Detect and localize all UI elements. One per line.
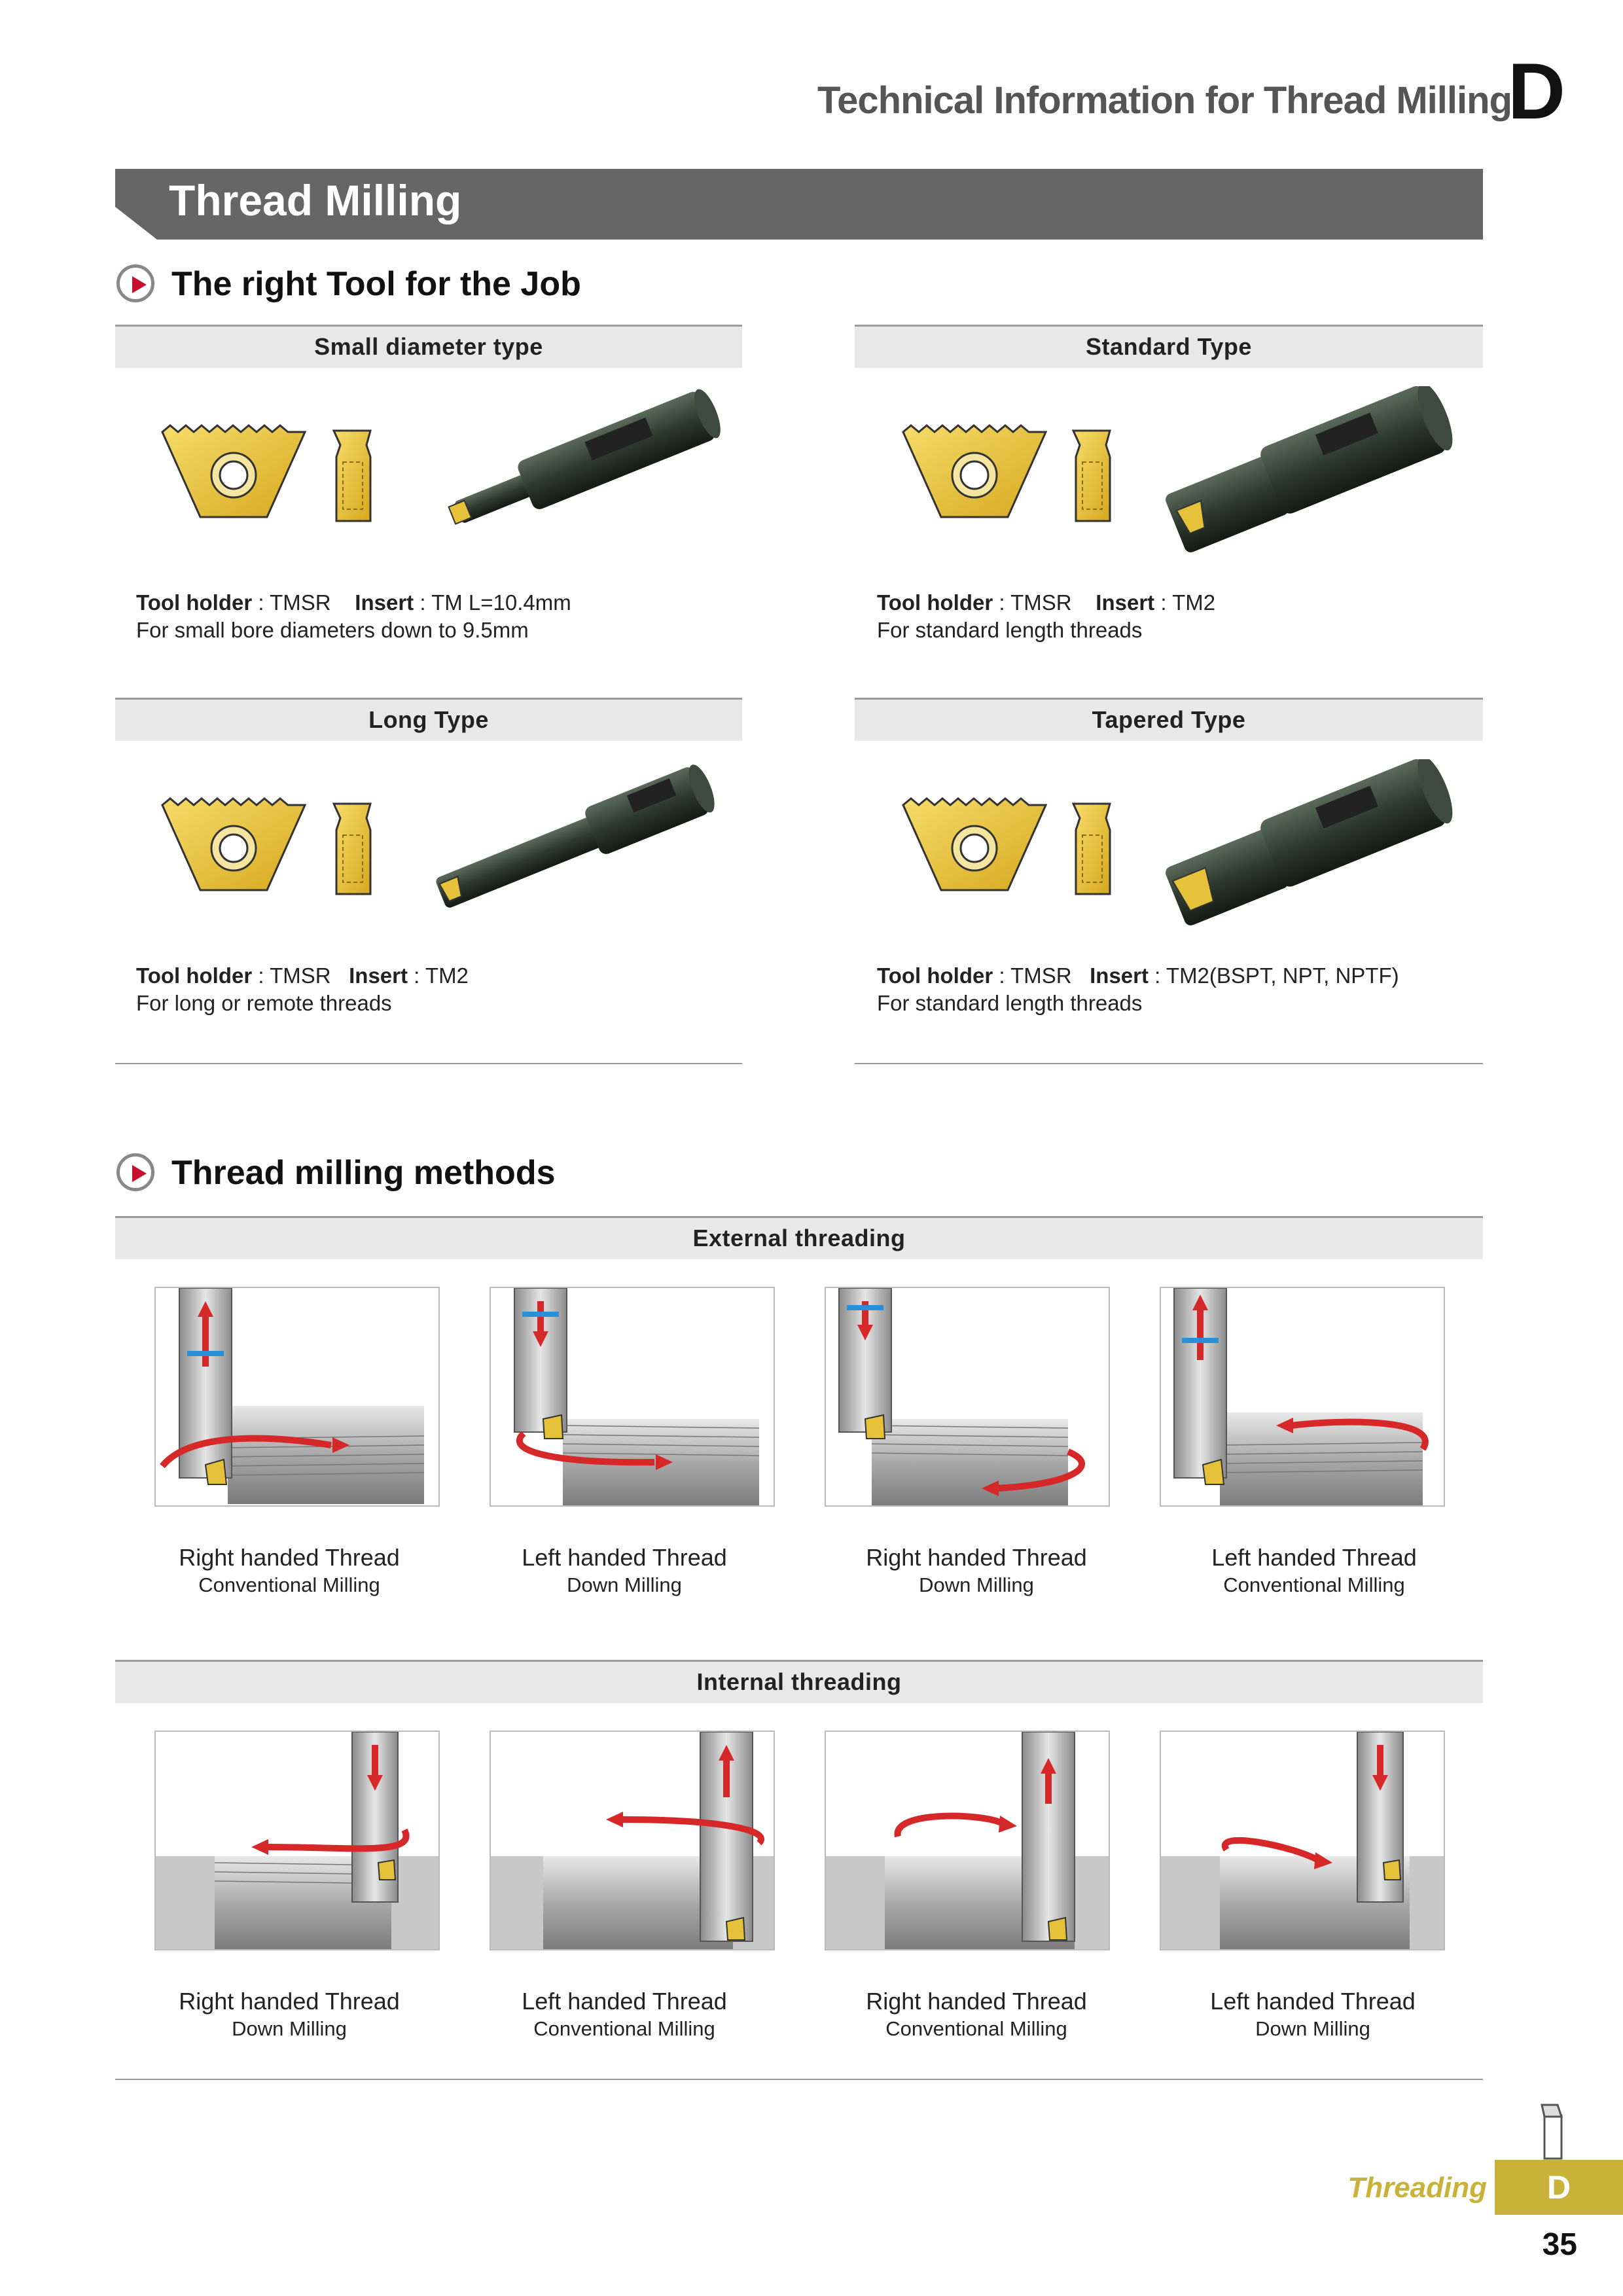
insert-label: Insert bbox=[355, 590, 414, 615]
banner-title: Thread Milling bbox=[169, 176, 462, 224]
caption-thread-hand: Right handed Thread bbox=[866, 1544, 1087, 1571]
type-desc-small-diameter bbox=[136, 589, 738, 644]
internal-caption bbox=[1143, 1987, 1483, 2042]
long-holder-image bbox=[412, 759, 740, 929]
insert-label: Insert bbox=[349, 963, 408, 988]
type-desc-tapered bbox=[877, 962, 1479, 1017]
caption-milling-direction: Down Milling bbox=[567, 1573, 682, 1596]
tool-holder-value: : TMSR bbox=[252, 590, 331, 615]
external-method-panel bbox=[1160, 1287, 1445, 1507]
triangular-insert-icon bbox=[161, 419, 318, 524]
divider bbox=[115, 2079, 1483, 2080]
caption-thread-hand: Right handed Thread bbox=[179, 1988, 400, 2015]
footer-chapter-tab: D bbox=[1495, 2160, 1623, 2215]
type-header-long: Long Type bbox=[115, 698, 742, 741]
insert-label: Insert bbox=[1096, 590, 1155, 615]
caption-thread-hand: Left handed Thread bbox=[1211, 1544, 1417, 1571]
caption-milling-direction: Down Milling bbox=[232, 2017, 347, 2040]
triangular-insert-icon bbox=[161, 792, 318, 897]
insert-side-view-icon bbox=[1072, 802, 1114, 898]
tool-holder-label: Tool holder bbox=[877, 963, 993, 988]
play-bullet-icon bbox=[116, 264, 154, 302]
caption-milling-direction: Conventional Milling bbox=[1223, 1573, 1405, 1596]
page-number: 35 bbox=[1542, 2227, 1577, 2262]
divider bbox=[115, 1063, 742, 1064]
section-title-methods: Thread milling methods bbox=[171, 1154, 556, 1192]
external-caption bbox=[454, 1543, 794, 1598]
external-method-panel bbox=[154, 1287, 440, 1507]
type-desc-standard bbox=[877, 589, 1479, 644]
internal-method-panel bbox=[1160, 1731, 1445, 1950]
caption-thread-hand: Left handed Thread bbox=[522, 1988, 727, 2015]
external-caption bbox=[806, 1543, 1147, 1598]
internal-caption bbox=[454, 1987, 794, 2042]
external-method-panel bbox=[490, 1287, 775, 1507]
external-threading-header: External threading bbox=[115, 1216, 1483, 1259]
type-note: For long or remote threads bbox=[136, 991, 392, 1015]
insert-value: : TM2(BSPT, NPT, NPTF) bbox=[1149, 963, 1399, 988]
type-header-small-diameter: Small diameter type bbox=[115, 325, 742, 368]
threading-tool-icon bbox=[1531, 2102, 1577, 2161]
insert-side-view-icon bbox=[332, 802, 374, 898]
tool-holder-label: Tool holder bbox=[877, 590, 993, 615]
play-bullet-icon bbox=[116, 1153, 154, 1191]
caption-thread-hand: Right handed Thread bbox=[179, 1544, 400, 1571]
tapered-holder-image bbox=[1152, 759, 1466, 929]
caption-thread-hand: Left handed Thread bbox=[1210, 1988, 1416, 2015]
internal-method-panel bbox=[154, 1731, 440, 1950]
tool-holder-value: : TMSR bbox=[252, 963, 331, 988]
standard-holder-image bbox=[1152, 386, 1466, 556]
internal-caption bbox=[806, 1987, 1147, 2042]
tool-holder-value: : TMSR bbox=[993, 963, 1072, 988]
type-note: For standard length threads bbox=[877, 618, 1143, 642]
tool-holder-label: Tool holder bbox=[136, 963, 253, 988]
internal-method-panel bbox=[825, 1731, 1110, 1950]
insert-value: : TM L=10.4mm bbox=[414, 590, 571, 615]
internal-caption bbox=[119, 1987, 459, 2042]
footer-section-label: Threading bbox=[1347, 2172, 1487, 2204]
insert-value: : TM2 bbox=[408, 963, 469, 988]
caption-milling-direction: Down Milling bbox=[919, 1573, 1034, 1596]
chapter-letter: D bbox=[1507, 46, 1565, 135]
tool-holder-value: : TMSR bbox=[993, 590, 1072, 615]
type-header-tapered: Tapered Type bbox=[855, 698, 1483, 741]
caption-milling-direction: Conventional Milling bbox=[198, 1573, 380, 1596]
insert-side-view-icon bbox=[332, 429, 374, 525]
caption-thread-hand: Right handed Thread bbox=[866, 1988, 1087, 2015]
triangular-insert-icon bbox=[902, 419, 1059, 524]
caption-milling-direction: Conventional Milling bbox=[533, 2017, 715, 2040]
insert-side-view-icon bbox=[1072, 429, 1114, 525]
type-header-standard: Standard Type bbox=[855, 325, 1483, 368]
page-header-title: Technical Information for Thread Milling bbox=[817, 79, 1512, 122]
external-caption bbox=[119, 1543, 459, 1598]
caption-milling-direction: Conventional Milling bbox=[885, 2017, 1067, 2040]
divider bbox=[855, 1063, 1483, 1064]
section-title-tools: The right Tool for the Job bbox=[171, 265, 581, 303]
external-caption bbox=[1144, 1543, 1484, 1598]
external-method-panel bbox=[825, 1287, 1110, 1507]
caption-thread-hand: Left handed Thread bbox=[522, 1544, 727, 1571]
small-diameter-holder-image bbox=[425, 386, 740, 556]
triangular-insert-icon bbox=[902, 792, 1059, 897]
insert-value: : TM2 bbox=[1154, 590, 1216, 615]
internal-threading-header: Internal threading bbox=[115, 1660, 1483, 1703]
type-note: For small bore diameters down to 9.5mm bbox=[136, 618, 529, 642]
caption-milling-direction: Down Milling bbox=[1255, 2017, 1370, 2040]
type-note: For standard length threads bbox=[877, 991, 1143, 1015]
insert-label: Insert bbox=[1090, 963, 1149, 988]
tool-holder-label: Tool holder bbox=[136, 590, 253, 615]
internal-method-panel bbox=[490, 1731, 775, 1950]
type-desc-long bbox=[136, 962, 738, 1017]
